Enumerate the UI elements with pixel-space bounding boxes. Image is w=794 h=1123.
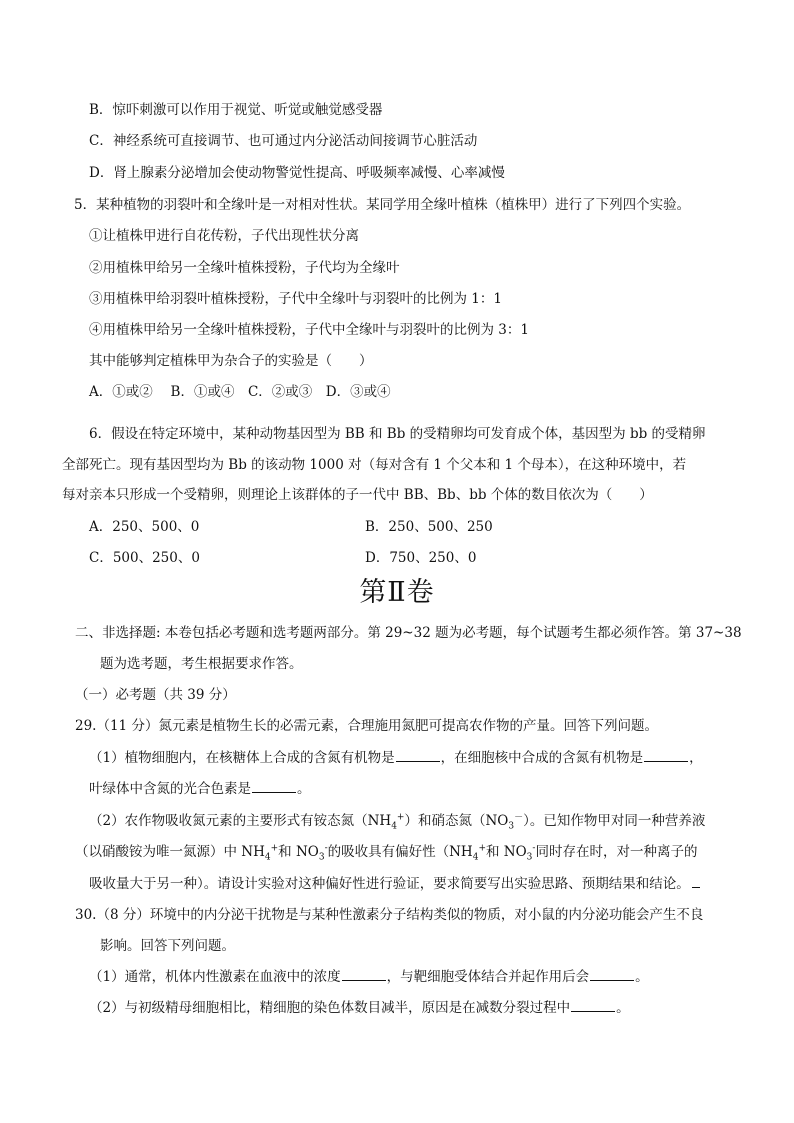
q29-part1-text-a: （1）植物细胞内，在核糖体上合成的含氮有机物是 — [89, 750, 395, 766]
q6-stem-line-1: 6．假设在特定环境中，某种动物基因型为 BB 和 Bb 的受精卵均可发育成个体，基因型为 bb 的受精卵 — [89, 426, 706, 442]
answer-blank[interactable] — [644, 748, 688, 762]
q5-question: 其中能够判定植株甲为杂合子的实验是（ ） — [89, 353, 373, 369]
q29-part1-line — [89, 748, 703, 767]
answer-blank[interactable] — [396, 748, 440, 762]
q29-part2-text-c: ）。已知作物甲对同一种营养液 — [523, 813, 706, 829]
q29-part2-line-3 — [89, 874, 700, 893]
q30-part2-text-b: 。 — [616, 1000, 630, 1016]
part2-intro-line-1: 二、非选择题: 本卷包括必考题和选考题两部分。第 29~32 题为必考题，每个试题考生都必须作答。第 37~38 — [75, 625, 742, 641]
answer-blank[interactable] — [252, 779, 296, 793]
q30-stem-line-1: 30.（8 分）环境中的内分泌干扰物是与某种性激素分子结构类似的物质，对小鼠的内分泌功能会产生不良 — [75, 907, 704, 923]
q29-part1-text-c: ， — [689, 750, 703, 766]
q29-part2-text-d: （以硝酸铵为唯一氮源）中 NH — [75, 844, 265, 860]
q5-experiment-3: ③用植株甲给羽裂叶植株授粉，子代中全缘叶与羽裂叶的比例为 1：1 — [89, 291, 502, 307]
subscript: 4 — [391, 821, 397, 832]
q5-experiment-1: ①让植株甲进行自花传粉，子代出现性状分离 — [89, 228, 359, 244]
q6-option-c: C．500、250、0 — [89, 550, 200, 566]
answer-blank[interactable] — [342, 967, 386, 981]
q5-experiment-4: ④用植株甲给另一全缘叶植株授粉，子代中全缘叶与羽裂叶的比例为 3：1 — [89, 322, 529, 338]
required-section-heading: （一）必考题（共 39 分） — [75, 687, 236, 703]
superscript: + — [270, 843, 279, 854]
q29-part1-text-d: 叶绿体中含氮的光合色素是 — [89, 781, 251, 797]
part2-intro-line-2: 题为选考题，考生根据要求作答。 — [100, 656, 303, 672]
q6-option-a: A．250、500、0 — [89, 519, 200, 535]
q29-part1-text-e: 。 — [297, 781, 311, 797]
q6-option-b: B．250、500、250 — [365, 519, 493, 535]
q4-option-d: D．肾上腺素分泌增加会使动物警觉性提高、呼吸频率减慢、心率减慢 — [89, 165, 505, 181]
subscript: 3 — [508, 821, 515, 832]
q30-part1-text-b: ，与靶细胞受体结合并起作用后会 — [386, 969, 590, 985]
answer-blank[interactable] — [692, 874, 700, 888]
superscript: － — [514, 812, 524, 823]
q30-part2-text-a: （2）与初级精母细胞相比，精细胞的染色体数目减半，原因是在减数分裂过程中 — [89, 1000, 571, 1016]
q5-options: A．①或② B．①或④ C．②或③ D．③或④ — [89, 384, 391, 400]
superscript: + — [396, 812, 405, 823]
subscript: 3 — [318, 852, 325, 863]
q29-part2-text-g: 和 NO — [486, 844, 527, 860]
superscript: - — [324, 843, 328, 854]
q29-part2-text-e: 和 NO — [278, 844, 319, 860]
q29-part2-text-h: 同时存在时，对一种离子的 — [535, 844, 698, 860]
q29-part1-line-2 — [89, 779, 311, 798]
q29-part2-text-f: 的吸收具有偏好性（NH — [327, 844, 473, 860]
q30-part1-line — [89, 967, 649, 986]
q5-experiment-2: ②用植株甲给另一全缘叶植株授粉，子代均为全缘叶 — [89, 260, 400, 276]
q29-part2-line-2 — [75, 843, 697, 861]
subscript: 4 — [472, 852, 479, 863]
superscript: + — [478, 843, 486, 854]
q29-part2-text-i: 吸收量大于另一种）。请设计实验对这种偏好性进行验证，要求简要写出实验思路、预期结果和结论。 — [89, 876, 690, 892]
q6-stem-line-2: 全部死亡。现有基因型均为 Bb 的该动物 1000 对（每对含有 1 个父本和 1 个母本），在这种环境中，若 — [62, 457, 687, 473]
q29-part2-text-a: （2）农作物吸收氮元素的主要形式有铵态氮（NH — [89, 813, 392, 829]
answer-blank[interactable] — [571, 998, 615, 1012]
section-title: 第Ⅱ卷 — [359, 577, 435, 608]
superscript: - — [532, 843, 536, 854]
q4-option-c: C．神经系统可直接调节、也可通过内分泌活动间接调节心脏活动 — [89, 133, 478, 149]
q29-part2-line-1 — [89, 812, 705, 830]
subscript: 3 — [526, 852, 533, 863]
q6-option-d: D．750、250、0 — [365, 550, 477, 566]
q29-stem: 29.（11 分）氮元素是植物生长的必需元素，合理施用氮肥可提高农作物的产量。回答下列问题。 — [75, 718, 658, 734]
q29-part1-text-b: ，在细胞核中合成的含氮有机物是 — [440, 750, 644, 766]
q29-part2-text-b: ）和硝态氮（NO — [404, 813, 509, 829]
q30-stem-line-2: 影响。回答下列问题。 — [100, 938, 235, 954]
q5-stem: 5．某种植物的羽裂叶和全缘叶是一对相对性状。某同学用全缘叶植株（植株甲）进行了下列四个实验。 — [74, 197, 691, 213]
answer-blank[interactable] — [590, 967, 634, 981]
q6-stem-line-3: 每对亲本只形成一个受精卵，则理论上该群体的子一代中 BB、Bb、bb 个体的数目依次为（ ） — [62, 487, 653, 503]
subscript: 4 — [264, 852, 271, 863]
q30-part1-text-a: （1）通常，机体内性激素在血液中的浓度 — [89, 969, 341, 985]
q30-part2-line — [89, 998, 630, 1017]
q30-part1-text-c: 。 — [635, 969, 649, 985]
q4-option-b: B．惊吓刺激可以作用于视觉、听觉或触觉感受器 — [89, 102, 383, 118]
